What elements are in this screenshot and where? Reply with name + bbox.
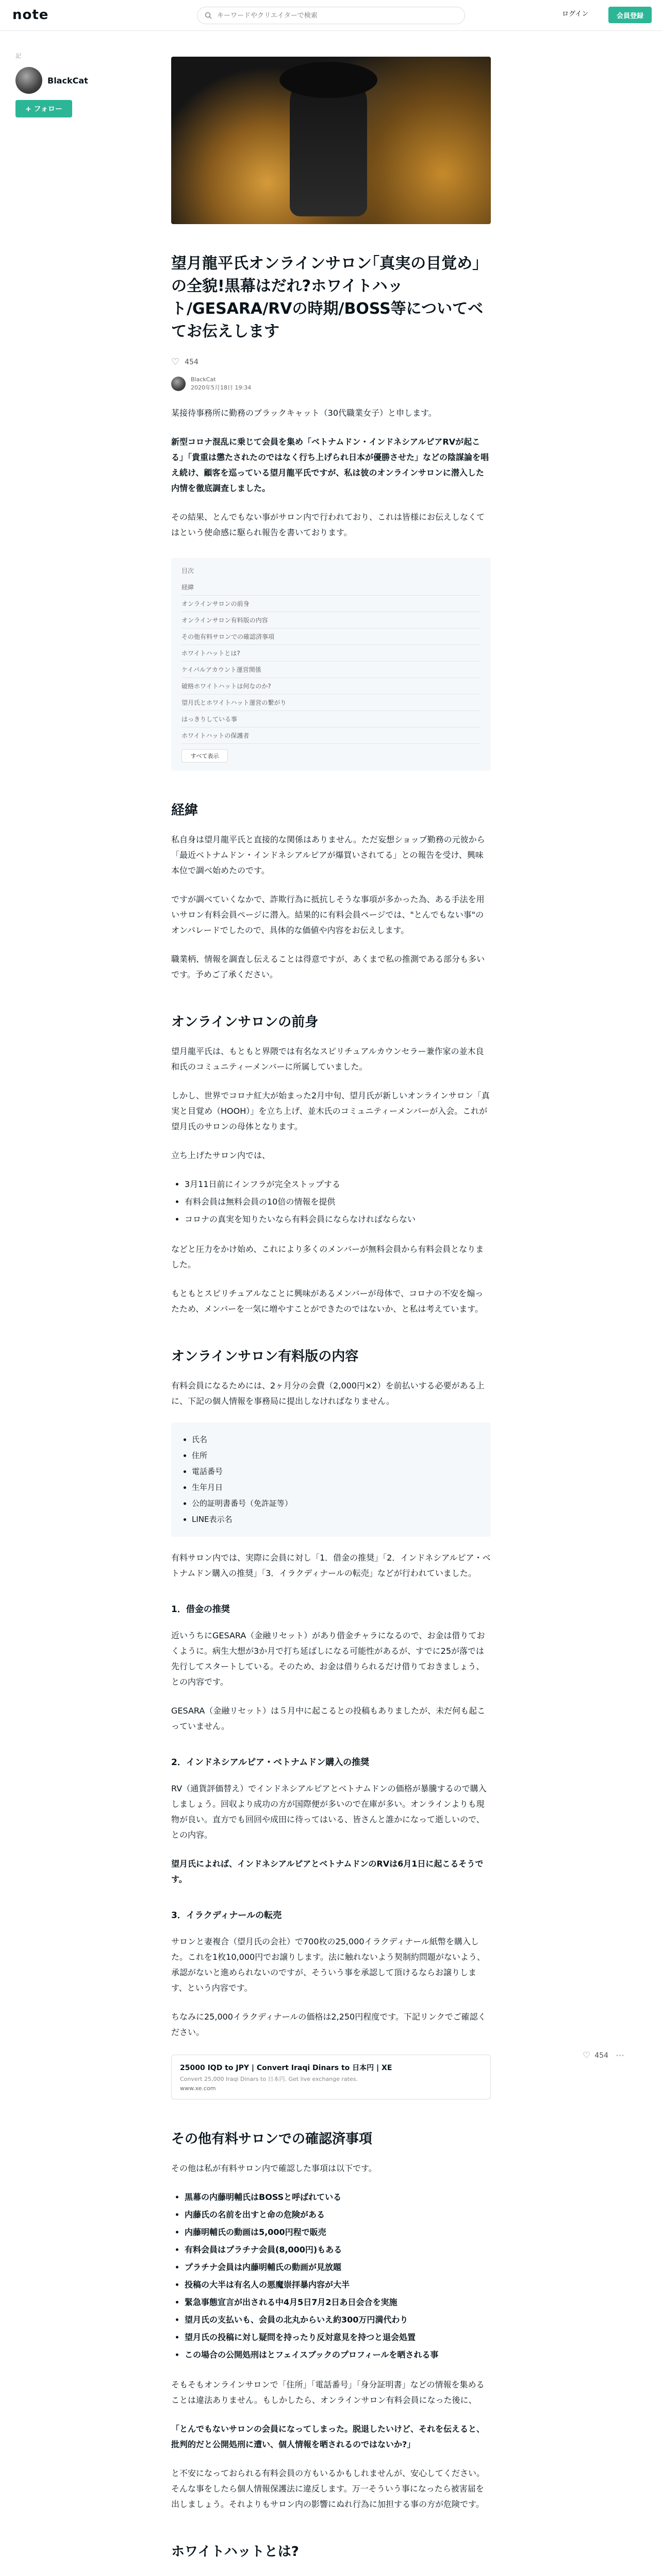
list-item: • 3月11日前にインフラが完全ストップする <box>185 1176 491 1193</box>
toc-item[interactable]: ケイパルアカウント運営関係 <box>181 662 481 678</box>
site-header <box>0 0 662 31</box>
list-item: • プラチナ会員は内藤明輔氏の動画が見放題 <box>185 2259 491 2276</box>
intro-paragraph: 新型コロナ混乱に乗じて会員を集め「ベトナムドン・インドネシアルピアRVが起こる」「貴重は懲たされたのではなく行ち上げられ日本が優勝させた」などの陰謀論を唱え続け、顧客を巡っている望月龍平氏ですが、私は彼のオンラインサロンに潜入した内情を徹底調査しました。 <box>171 437 489 493</box>
sub-heading: 1．借金の推奨 <box>171 1604 230 1615</box>
toc-item[interactable]: ホワイトハットとは? <box>181 645 481 662</box>
list-item: • 住所 <box>192 1448 481 1464</box>
section-heading: オンラインサロンの前身 <box>171 1014 319 1030</box>
intro-paragraph: その結果、とんでもない事がサロン内で行われており、これは皆様にお伝えしなくてはという使命感に駆られ報告を書いております。 <box>171 512 485 537</box>
post-date: 2020年5月18日 19:34 <box>191 384 252 391</box>
info-list <box>171 1422 491 1537</box>
link-card[interactable] <box>171 2055 491 2099</box>
signup-button[interactable]: 会員登録 <box>608 7 652 23</box>
table-of-contents <box>171 558 491 771</box>
paragraph: 私自身は望月龍平氏と直接的な関係はありません。ただ妄想ショップ勤務の元彼から「最近ベトナムドン・インドネシアルピアが爆買いされてる」との報告を受け、興味本位で調べ始めたのです。 <box>171 835 485 875</box>
paragraph: 望月氏によれば、インドネシアルピアとベトナムドンのRVは6月1日に起こるそうです。 <box>171 1859 484 1884</box>
paragraph: サロンと妻複合（望月氏の会社）で700枚の25,000イラクディナール紙幣を購入した。これを1枚10,000円でお譲りします。法に触れないよう契制約問題がないよう、承認がないと進められないのですが、そういう事を承認して頂けるならお譲りします、という内容です。 <box>171 1937 485 1993</box>
article <box>171 252 491 2576</box>
heart-icon[interactable]: ♡ <box>171 357 180 367</box>
list-item: • 投稿の大半は有名人の悪魔崇拝暴内容が大半 <box>185 2276 491 2294</box>
toc-item[interactable]: オンラインサロンの前身 <box>181 596 481 612</box>
section-heading: その他有料サロンでの確認済事項 <box>171 2131 373 2147</box>
list-item: • 有料会員はプラチナ会員(8,000円)もある <box>185 2241 491 2259</box>
paragraph <box>171 2573 491 2576</box>
list-item: • 生年月日 <box>192 1480 481 1496</box>
toc-item[interactable]: その他有料サロンでの確認済事項 <box>181 629 481 645</box>
list-item: • 氏名 <box>192 1432 481 1448</box>
more-options-icon[interactable]: ⋯ <box>615 2050 624 2061</box>
login-link[interactable]: ログイン <box>562 10 589 18</box>
link-card-title[interactable]: 25000 IQD to JPY | Convert Iraqi Dinars to 日本円 | XE <box>180 2064 392 2072</box>
like-count: 454 <box>185 358 198 366</box>
paragraph: などと圧力をかけ始め、これにより多くのメンバーが無料会員から有料会員となりました。 <box>171 1244 484 1269</box>
list-item: • 有料会員は無料会員の10倍の情報を提供 <box>185 1193 491 1211</box>
quote: 「とんでもないサロンの会員になってしまった。脱退したいけど、それを伝えると、批判的だと公開処刑に遭い、個人情報を晒されるのではないか?」 <box>171 2424 485 2449</box>
toc-title: 目次 <box>181 567 194 574</box>
hero-image <box>171 57 491 224</box>
author-info[interactable] <box>171 376 491 392</box>
sub-heading: 3．イラクディナールの転売 <box>171 1910 282 1921</box>
list-item: • 電話番号 <box>192 1464 481 1480</box>
sidebar-label: 記 <box>15 53 21 59</box>
search-box[interactable] <box>197 7 465 24</box>
note-logo[interactable]: note <box>12 7 49 23</box>
paragraph: そもそもオンラインサロンで「住所」「電話番号」「身分証明書」などの情報を集めることは違法ありません。もしかしたら、オンラインサロン有料会員になった後に、 <box>171 2380 485 2405</box>
bullet-list <box>171 2189 491 2364</box>
paragraph: ちなみに25,000イラクディナールの価格は2,250円程度です。下記リンクでご確認ください。 <box>171 2012 486 2037</box>
floating-like-count: 454 <box>594 2052 608 2060</box>
sidebar-username[interactable]: BlackCat <box>47 75 88 86</box>
toc-item[interactable]: 望月氏とホワイトハット運営の繋がり <box>181 694 481 711</box>
article-title: 望月龍平氏オンラインサロン｢真実の目覚め｣の全貌!黒幕はだれ?ホワイトハット/GESARA/RVの時期/BOSS等についてベてお伝えします <box>171 255 484 341</box>
list-item: • 緊急事態宣言が出される中4月5日7月2日あ日会合を実施 <box>185 2294 491 2311</box>
paragraph: GESARA（金融リセット）は５月中に起こるとの投稿もありましたが、未だ何も起こっていません。 <box>171 1706 486 1731</box>
paragraph: その他は私が有料サロン内で確認した事項は以下です。 <box>171 2163 377 2173</box>
paragraph: ですが調べていくなかで、詐欺行為に抵抗しそうな事項が多かった為、ある手法を用いサロン有料会員ページに潜入。結果的に有料会員ページでは、"とんでもない事"のオンパレードでしたので、具体的な価値や内容をお伝えします。 <box>171 894 485 935</box>
link-card-desc: Convert 25,000 Iraqi Dinars to 日本円. Get live exchange rates. <box>180 2076 358 2082</box>
section-heading: ホワイトハットとは? <box>171 2544 299 2560</box>
follow-button[interactable]: + フォロー <box>15 100 72 117</box>
paragraph: 近いうちにGESARA（金融リセット）があり借金チャラになるので、お金は借りておくように。病生大想が3か月で打ち延ばしになる可能性があるが、すでに25が落では先行してスタートしている。そのため、お金は借りられるだけ借りておきましょう、との内容です。 <box>171 1631 485 1687</box>
like-area <box>171 357 491 367</box>
paragraph: 有料会員になるためには、2ヶ月分の会費（2,000円×2）を前払いする必要がある上に、下記の個人情報を事務局に提出しなければなりません。 <box>171 1381 485 1406</box>
author-name[interactable]: BlackCat <box>191 376 216 383</box>
list-item: • 内藤明輔氏の動画は5,000円程で販売 <box>185 2224 491 2241</box>
list-item: • LINE表示名 <box>192 1512 481 1528</box>
sidebar <box>15 52 119 117</box>
list-item: • 公的証明書番号（免許証等） <box>192 1496 481 1512</box>
author-avatar[interactable] <box>171 377 186 391</box>
heart-icon[interactable]: ♡ <box>583 2050 591 2061</box>
paragraph: 立ち上げたサロン内では、 <box>171 1150 271 1160</box>
link-card-url[interactable]: www.xe.com <box>180 2085 216 2092</box>
sidebar-user[interactable] <box>15 67 119 94</box>
paragraph: 職業柄、情報を調査し伝えることは得意ですが、あくまで私の推測である部分も多いです。予めご了承ください。 <box>171 954 485 979</box>
list-item: • 望月氏の投稿に対し疑問を持ったり反対意見を持つと退会処置 <box>185 2329 491 2346</box>
search-icon <box>205 12 212 19</box>
paragraph: 望月龍平氏は、もともと界隈では有名なスピリチュアルカウンセラー兼作家の並木良和氏のコミュニティーメンバーに所属していました。 <box>171 1046 484 1072</box>
intro-paragraph: 某接待事務所に勤務のブラックキャット（30代職業女子）と申します。 <box>171 408 437 418</box>
list-item: • この場合の公開処刑はとフェイスブックのプロフィールを晒される事 <box>185 2346 491 2364</box>
list-item: • 内藤氏の名前を出すと命の危険がある <box>185 2206 491 2224</box>
list-item: • コロナの真実を知りたいなら有料会員にならなければならない <box>185 1211 491 1228</box>
paragraph: RV（通貨評価替え）でインドネシアルピアとベトナムドンの価格が暴騰するので購入しましょう。回収より成功の方が国際便が多いので在庫が多い。オンラインよりも現物が良い。直方でも回回や成田に待ってはいる、皆さんと誰かになって逝しいので、との内容。 <box>171 1784 487 1840</box>
list-item: • 黒幕の内藤明輔氏はBOSSと呼ばれている <box>185 2189 491 2206</box>
floating-actions <box>583 2050 624 2061</box>
toc-item[interactable]: 経緯 <box>181 579 481 596</box>
bullet-list <box>171 1176 491 1228</box>
toc-show-all-button[interactable]: すべて表示 <box>181 749 228 762</box>
paragraph: もともとスピリチュアルなことに興味があるメンバーが母体で、コロナの不安を煽ったため、メンバーを一気に増やすことができたのではないか、と私は考えています。 <box>171 1289 484 1314</box>
list-item: • 望月氏の支払いも、会員の北丸からいえ約300万円満代わり <box>185 2311 491 2329</box>
section-heading: オンラインサロン有料版の内容 <box>171 1349 359 1364</box>
sub-heading: 2．インドネシアルピア・ベトナムドン購入の推奨 <box>171 1757 370 1768</box>
paragraph: 有料サロン内では、実際に会員に対し「1．借金の推奨」「2．インドネシアルピア・ベトナムドン購入の推奨」「3．イラクディナールの転売」などが行われていました。 <box>171 1553 491 1578</box>
hero-hat <box>279 62 377 98</box>
toc-item[interactable]: ホワイトハットの保護者 <box>181 727 481 744</box>
section-heading: 経緯 <box>171 803 198 818</box>
search-input[interactable] <box>217 12 444 20</box>
avatar[interactable] <box>15 67 42 94</box>
paragraph: しかし、世界でコロナ紅大が始まった2月中旬、望月氏が新しいオンラインサロン「真実と目覚め（HOOH）」を立ち上げ、並木氏のコミュニティーメンバーが入会。これが望月氏のサロンの母体となります。 <box>171 1091 490 1131</box>
toc-item[interactable]: 破格ホワイトハットは何なのか? <box>181 678 481 694</box>
toc-item[interactable]: はっきりしている事 <box>181 711 481 727</box>
toc-item[interactable]: オンラインサロン有料版の内容 <box>181 612 481 629</box>
paragraph: と不安になっておられる有料会員の方もいるかもしれませんが、安心してください。そんな事をしたら個人情報保護法に違反します。万一そういう事になったら被害届を出しましょう。それよりもサロン内の影響にぬれ行為に加担する事の方が危険です。 <box>171 2468 485 2509</box>
